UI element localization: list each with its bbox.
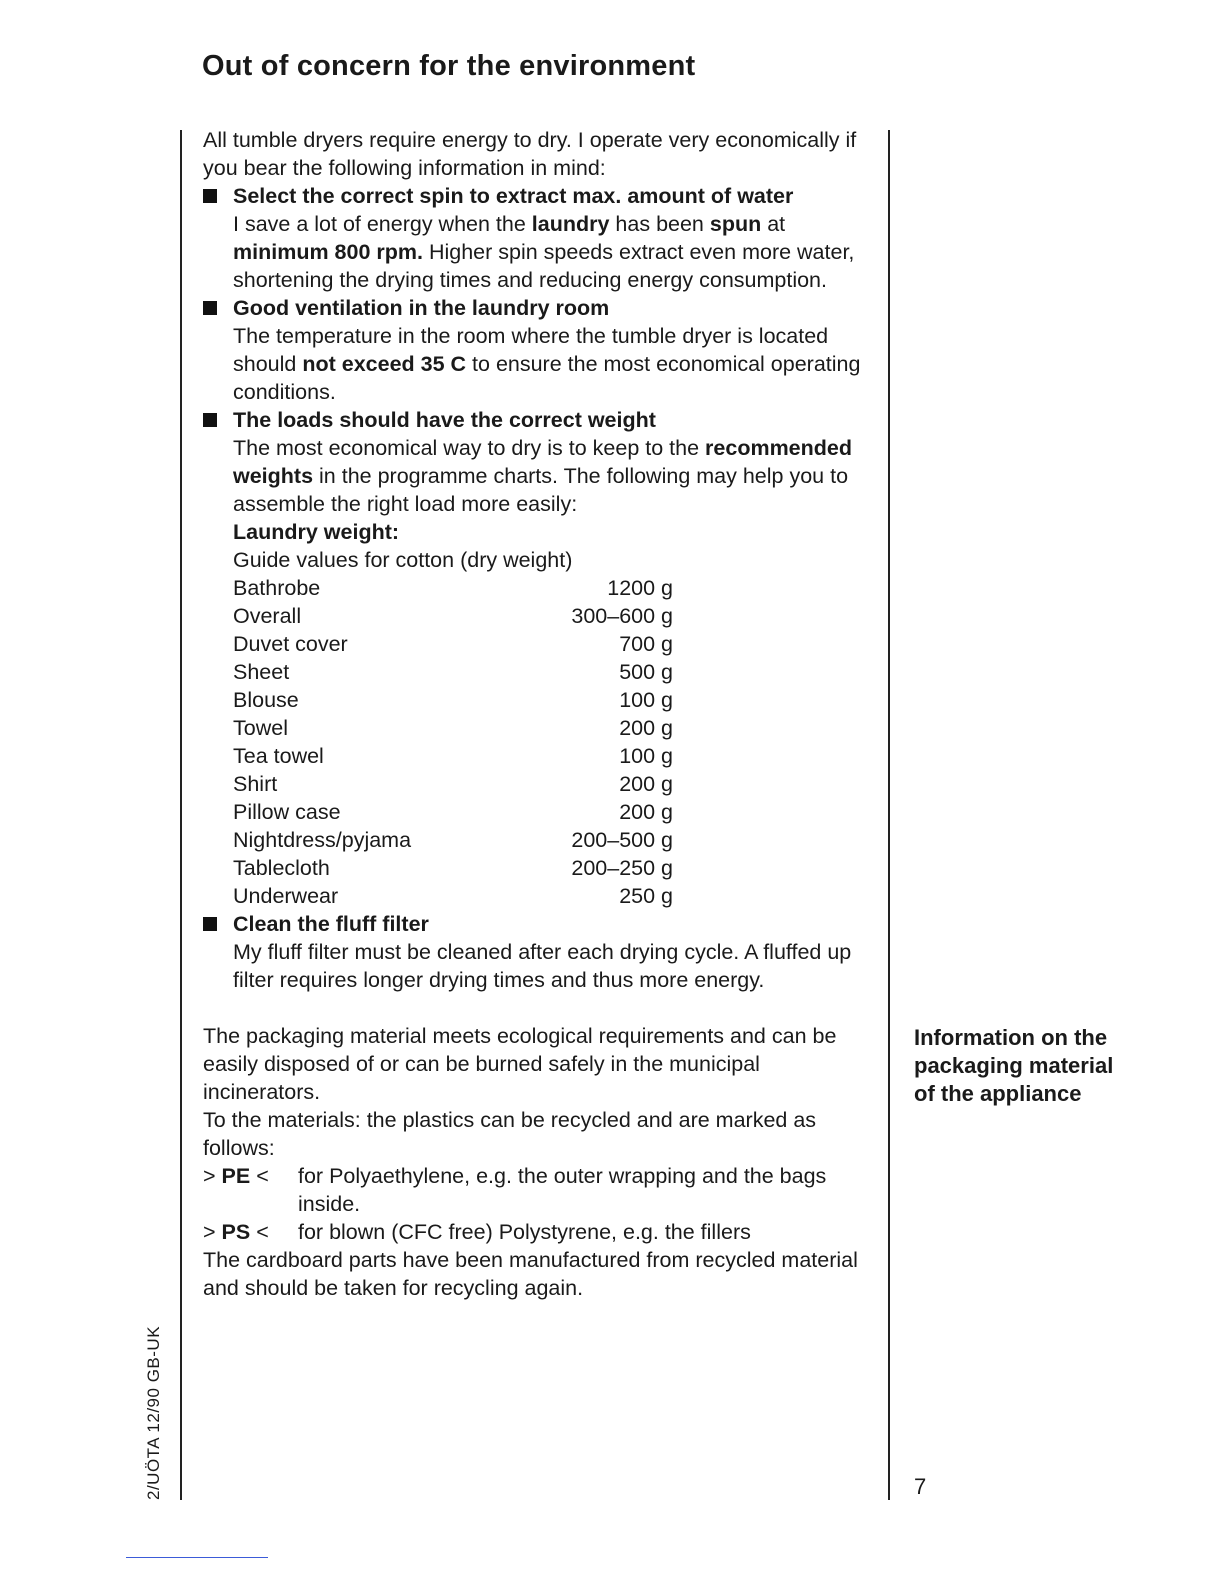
section-body-fluff: My fluff filter must be cleaned after each drying cycle. A fluffed up filter requires longer drying times and thus more energy. <box>233 940 852 992</box>
right-margin-rule <box>888 130 890 1500</box>
packaging-intro: The packaging material meets ecological requirements and can be easily disposed of or can be burned safely in the municipal incinerators. <box>203 1024 837 1104</box>
section-heading-weight: The loads should have the correct weight <box>203 406 871 434</box>
item-weight: 200 g <box>619 772 673 796</box>
cardboard-note: The cardboard parts have been manufactured from recycled material and should be taken for recycling again. <box>203 1248 858 1300</box>
left-margin-rule <box>180 130 182 1500</box>
section-heading-fluff: Clean the fluff filter <box>203 910 871 938</box>
item-weight: 100 g <box>619 688 673 712</box>
square-bullet-icon <box>203 301 217 315</box>
page-title: Out of concern for the environment <box>202 50 696 82</box>
table-row <box>233 882 673 910</box>
table-row <box>233 742 673 770</box>
section-heading-ventilation: Good ventilation in the laundry room <box>203 294 871 322</box>
item-weight: 1200 g <box>607 576 673 600</box>
item-weight: 200–500 g <box>571 828 673 852</box>
main-column <box>203 126 871 1302</box>
item-weight: 200 g <box>619 716 673 740</box>
item-name: Shirt <box>233 772 278 796</box>
section-heading-spin: Select the correct spin to extract max. amount of water <box>203 182 871 210</box>
table-row <box>233 658 673 686</box>
item-name: Bathrobe <box>233 576 321 600</box>
item-name: Tea towel <box>233 744 324 768</box>
table-row <box>233 826 673 854</box>
side-heading-packaging: Information on the packaging material of the appliance <box>914 1025 1114 1106</box>
table-row <box>233 798 673 826</box>
item-name: Nightdress/pyjama <box>233 828 412 852</box>
plastic-code-pe: > PE < for Polyaethylene, e.g. the outer wrapping and the bags inside. <box>203 1164 827 1216</box>
item-weight: 200 g <box>619 800 673 824</box>
laundry-weight-label: Laundry weight: <box>233 520 400 544</box>
item-name: Tablecloth <box>233 856 330 880</box>
item-weight: 700 g <box>619 632 673 656</box>
square-bullet-icon <box>203 189 217 203</box>
item-name: Overall <box>233 604 302 628</box>
item-name: Towel <box>233 716 288 740</box>
laundry-weight-table <box>233 574 673 910</box>
table-row <box>233 574 673 602</box>
section-body-spin: I save a lot of energy when the laundry has been spun at minimum 800 rpm. Higher spin speeds extract even more water, shortening the drying times and reducing energy consumption. <box>233 212 855 292</box>
plastic-code-ps: > PS < for blown (CFC free) Polystyrene, e.g. the fillers <box>203 1220 751 1244</box>
item-weight: 200–250 g <box>571 856 673 880</box>
square-bullet-icon <box>203 413 217 427</box>
bottom-divider <box>126 1557 268 1558</box>
intro-paragraph: All tumble dryers require energy to dry. I operate very economically if you bear the following information in mind: <box>203 128 857 180</box>
packaging-section <box>203 1022 871 1302</box>
table-row <box>233 714 673 742</box>
item-name: Duvet cover <box>233 632 348 656</box>
materials-intro: To the materials: the plastics can be recycled and are marked as follows: <box>203 1108 817 1160</box>
section-body-ventilation: The temperature in the room where the tumble dryer is located should not exceed 35 C to ensure the most economical operating conditions. <box>233 324 861 404</box>
table-row <box>233 630 673 658</box>
item-weight: 300–600 g <box>571 604 673 628</box>
item-name: Blouse <box>233 688 299 712</box>
table-row <box>233 686 673 714</box>
laundry-weight-subtitle: Guide values for cotton (dry weight) <box>233 548 573 572</box>
item-weight: 100 g <box>619 744 673 768</box>
table-row <box>233 854 673 882</box>
page-number: 7 <box>914 1474 927 1499</box>
item-weight: 500 g <box>619 660 673 684</box>
item-name: Underwear <box>233 884 339 908</box>
item-weight: 250 g <box>619 884 673 908</box>
table-row <box>233 770 673 798</box>
item-name: Pillow case <box>233 800 341 824</box>
item-name: Sheet <box>233 660 290 684</box>
table-row <box>233 602 673 630</box>
section-body-weight: The most economical way to dry is to keep to the recommended weights in the programme charts. The following may help you to assemble the right load more easily: <box>233 436 852 516</box>
square-bullet-icon <box>203 917 217 931</box>
document-code: 2/UÖTA 12/90 GB-UK <box>144 1325 163 1500</box>
